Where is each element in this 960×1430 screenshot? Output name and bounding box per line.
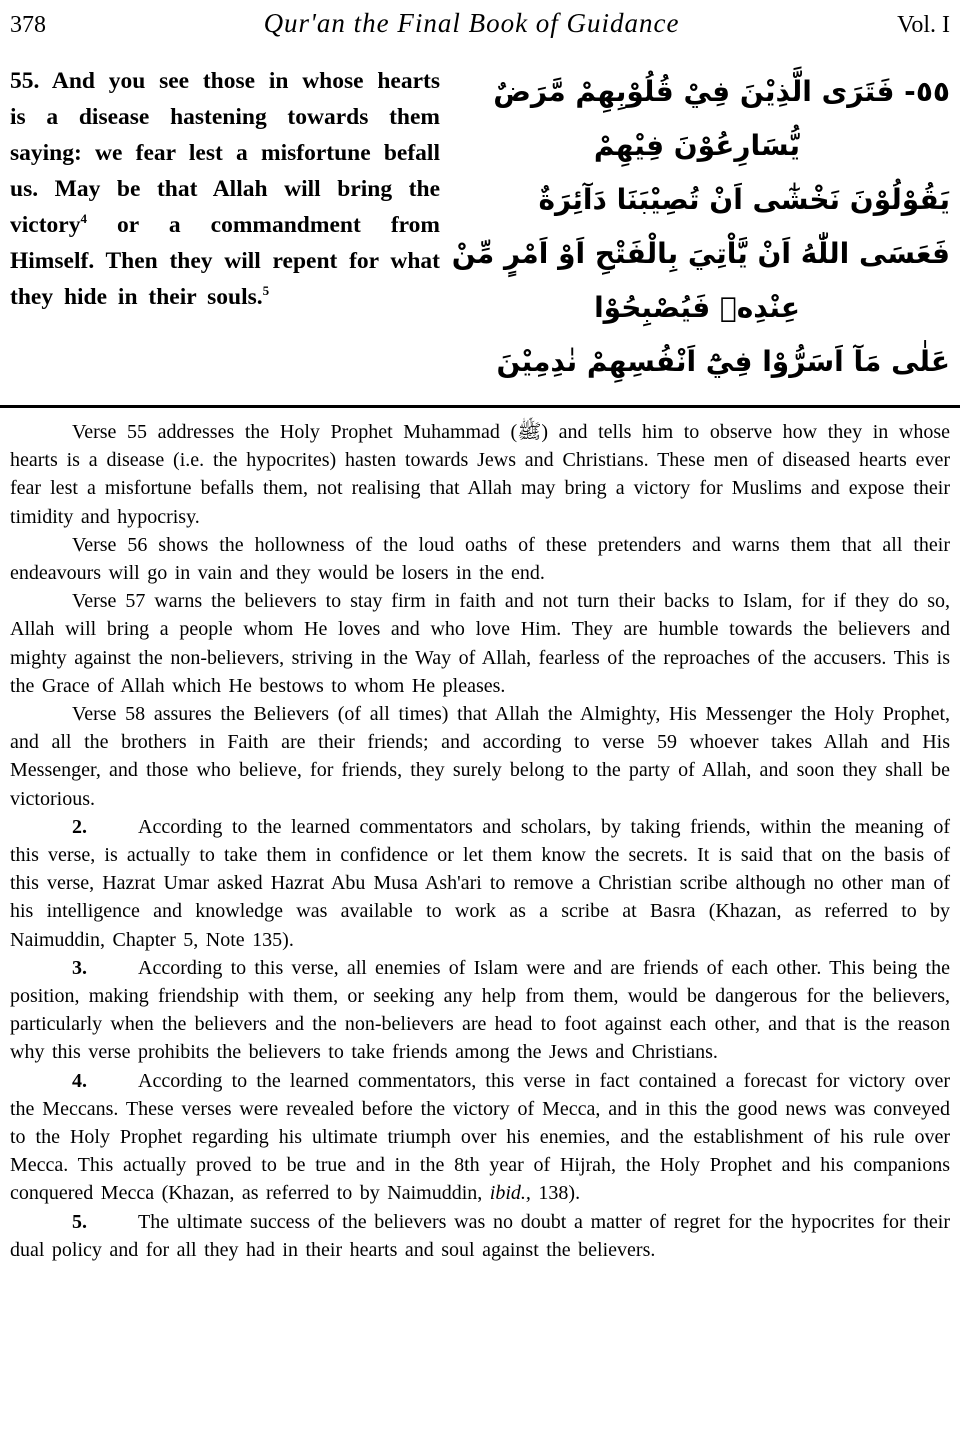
arabic-line-1: ٥٥- فَتَرَى الَّذِيْنَ فِيْ قُلُوْبِهِمْ مَّرَضٌ <box>493 75 950 108</box>
paragraph-text: Verse 56 shows the hollowness of the loud oaths of these pretenders and warns them that all their endeavours will go in vain and they would be losers in the end. <box>10 533 950 585</box>
verse-translation <box>10 63 440 389</box>
verse-section <box>10 63 950 389</box>
arabic-line-4: فَعَسَى اللّٰهُ اَنْ يَّاْتِيَ بِالْفَتْحِ اَوْ اَمْرٍ مِّنْ <box>451 237 950 270</box>
footnote-number: 3. <box>72 956 87 979</box>
footnote-number: 5. <box>72 1210 87 1233</box>
paragraph-text: Verse 55 addresses the Holy Prophet Muhammad (ﷺ) and tells him to observe how they in whose hearts is a disease (i.e. the hypocrites) hasten towards Jews and Christians. These men of diseased hearts ever fear lest a misfortune befalls them, not realising that Allah may bring a victory for Muslims and expose their timidity and hypocrisy. <box>10 421 950 528</box>
translation-text-1: 55. And you see those in whose hearts is a disease hastening towards them saying: we fear lest a misfortune befall us. May be that Allah will bring the victory <box>10 68 440 238</box>
volume-label: Vol. I <box>897 12 950 38</box>
footnote-text-italic: ibid., <box>489 1182 531 1205</box>
paragraph-text: Verse 57 warns the believers to stay firm in faith and not turn their backs to Islam, for if they do so, Allah will bring a people whom He loves and who love Him. They are humble towards the believers and mighty against the non-believers, striving in the Way of Allah, fearless of the reproaches of the accusers. This is the Grace of Allah which He bestows to whom He pleases. <box>10 590 950 697</box>
footnote-text: 138). <box>530 1182 581 1205</box>
commentary-paragraph-verse55 <box>10 418 950 531</box>
footnote-text: According to the learned commentators and scholars, by taking friends, within the meaning of this verse, is actually to take them in confidence or let them know the secrets. It is said that on the basis of this verse, Hazrat Umar asked Hazrat Abu Musa Ash'ari to remove a Christian scribe although no other man of his intelligence and knowledge was available to work as a scribe at Basra (Khazan, as referred to by Naimuddin, Chapter 5, Note 135). <box>10 815 950 951</box>
footnote-paragraph-5 <box>10 1208 950 1264</box>
footnote-paragraph-3 <box>10 954 950 1067</box>
commentary-paragraph-verse58 <box>10 700 950 813</box>
paragraph-text: Verse 58 assures the Believers (of all times) that Allah the Almighty, His Messenger the Holy Prophet, and all the brothers in Faith are their friends; and according to verse 59 whoever takes Allah and His Messenger, and those who believe, for friends, they surely belong to the party of Allah, and soon they shall be victorious. <box>10 703 950 810</box>
commentary-paragraph-verse56 <box>10 531 950 587</box>
arabic-line-5: عِنْدِهٖ فَيُصْبِحُوْا <box>594 291 800 324</box>
footnote-text: According to this verse, all enemies of Islam were and are friends of each other. This being the position, making friendship with them, or seeking any help from them, would be dangerous for the believers, particularly when the believers and the non-believers are head to foot against each other, and that is the reason why this verse prohibits the believers to take friends among the Jews and Christians. <box>10 956 950 1064</box>
running-title: Qur'an the Final Book of Guidance <box>263 8 680 38</box>
verse-arabic <box>440 63 950 389</box>
footnote-number: 4. <box>72 1069 87 1092</box>
translation-text-2: or a commandment from Himself. Then they will repent for what they hide in their souls. <box>10 212 440 310</box>
arabic-line-6: عَلٰى مَآ اَسَرُّوْا فِيْٓ اَنْفُسِهِمْ نٰدِمِيْنَ <box>496 345 950 378</box>
commentary-paragraph-verse57 <box>10 587 950 700</box>
footnote-paragraph-2 <box>10 813 950 954</box>
footnote-ref-5: 5 <box>262 283 270 299</box>
page-number: 378 <box>10 12 46 38</box>
footnote-text: The ultimate success of the believers was no doubt a matter of regret for the hypocrites for their dual policy and for all they had in their hearts and soul against the believers. <box>10 1210 950 1261</box>
arabic-line-3: يَقُوْلُوْنَ نَخْشٰٓى اَنْ تُصِيْبَنَا دَآئِرَةٌ <box>538 183 950 216</box>
commentary <box>10 418 950 1264</box>
page-header <box>10 8 950 39</box>
footnote-paragraph-4 <box>10 1067 950 1208</box>
footnote-number: 2. <box>72 815 87 838</box>
section-divider <box>0 405 960 408</box>
footnote-ref-4: 4 <box>80 211 87 227</box>
footnote-text: According to the learned commentators, this verse in fact contained a forecast for victory over the Meccans. These verses were revealed before the victory of Mecca, and in this the good news was conveyed to the Holy Prophet regarding his ultimate triumph over his enemies, and the establishment of his rule over Mecca. This actually proved to be true and in the 8th year of Hijrah, the Holy Prophet and his companions conquered Mecca (Khazan, as referred to by Naimuddin, <box>10 1069 950 1205</box>
arabic-line-2: يُّسَارِعُوْنَ فِيْهِمْ <box>593 129 800 162</box>
